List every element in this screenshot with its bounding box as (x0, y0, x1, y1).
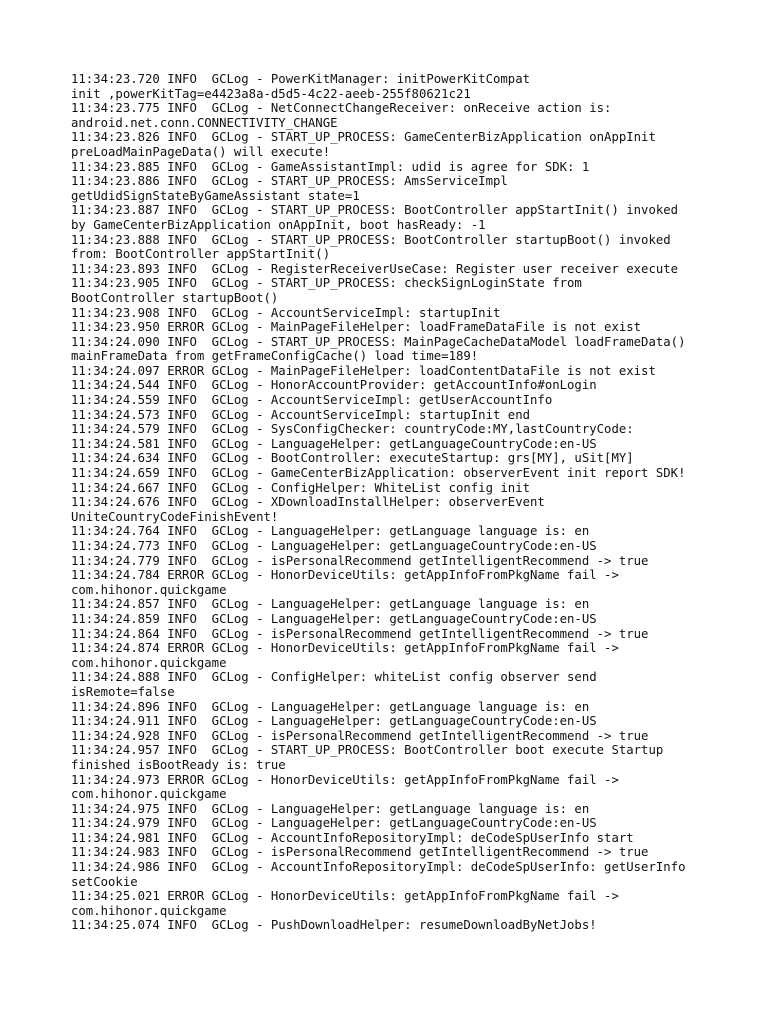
log-line: 11:34:23.905 INFO GCLog - START_UP_PROCESS: checkSignLoginState from (71, 276, 582, 291)
log-line: 11:34:24.975 INFO GCLog - LanguageHelper: getLanguage language is: en (71, 801, 590, 816)
log-line: 11:34:24.981 INFO GCLog - AccountInfoRepositoryImpl: deCodeSpUserInfo start (71, 830, 634, 845)
log-line: 11:34:24.973 ERROR GCLog - HonorDeviceUtils: getAppInfoFromPkgName fail -> (71, 772, 619, 787)
log-line: android.net.conn.CONNECTIVITY_CHANGE (71, 115, 338, 130)
log-line: 11:34:24.581 INFO GCLog - LanguageHelper: getLanguageCountryCode:en-US (71, 436, 597, 451)
log-line: init ,powerKitTag=e4423a8a-d5d5-4c22-aeeb-255f80621c21 (71, 86, 471, 101)
log-line: 11:34:24.864 INFO GCLog - isPersonalRecommend getIntelligentRecommend -> true (71, 626, 649, 641)
log-line: 11:34:24.857 INFO GCLog - LanguageHelper: getLanguage language is: en (71, 597, 590, 612)
log-line: getUdidSignStateByGameAssistant state=1 (71, 188, 360, 203)
log-line: 11:34:24.097 ERROR GCLog - MainPageFileHelper: loadContentDataFile is not exist (71, 363, 656, 378)
log-line: 11:34:25.021 ERROR GCLog - HonorDeviceUtils: getAppInfoFromPkgName fail -> (71, 889, 619, 904)
log-line: 11:34:24.979 INFO GCLog - LanguageHelper: getLanguageCountryCode:en-US (71, 816, 597, 831)
log-line: 11:34:23.826 INFO GCLog - START_UP_PROCESS: GameCenterBizApplication onAppInit (71, 130, 656, 145)
log-line: isRemote=false (71, 684, 175, 699)
log-line: 11:34:24.559 INFO GCLog - AccountServiceImpl: getUserAccountInfo (71, 393, 553, 408)
log-line: com.hihonor.quickgame (71, 787, 227, 802)
log-line: 11:34:24.859 INFO GCLog - LanguageHelper: getLanguageCountryCode:en-US (71, 611, 597, 626)
log-line: 11:34:23.888 INFO GCLog - START_UP_PROCESS: BootController startupBoot() invoked (71, 232, 671, 247)
log-line: finished isBootReady is: true (71, 757, 286, 772)
log-line: 11:34:23.950 ERROR GCLog - MainPageFileHelper: loadFrameDataFile is not exist (71, 320, 642, 335)
log-line: 11:34:24.784 ERROR GCLog - HonorDeviceUtils: getAppInfoFromPkgName fail -> (71, 568, 619, 583)
log-line: 11:34:24.928 INFO GCLog - isPersonalRecommend getIntelligentRecommend -> true (71, 728, 649, 743)
log-line: 11:34:24.957 INFO GCLog - START_UP_PROCESS: BootController boot execute Startup (71, 743, 664, 758)
log-line: com.hihonor.quickgame (71, 582, 227, 597)
log-line: com.hihonor.quickgame (71, 655, 227, 670)
log-line: 11:34:24.779 INFO GCLog - isPersonalRecommend getIntelligentRecommend -> true (71, 553, 649, 568)
log-line: UniteCountryCodeFinishEvent! (71, 509, 279, 524)
log-line: 11:34:24.090 INFO GCLog - START_UP_PROCESS: MainPageCacheDataModel loadFrameData() (71, 334, 686, 349)
log-line: BootController startupBoot() (71, 290, 279, 305)
log-line: 11:34:23.886 INFO GCLog - START_UP_PROCESS: AmsServiceImpl (71, 174, 508, 189)
log-line: 11:34:24.634 INFO GCLog - BootController: executeStartup: grs[MY], uSit[MY] (71, 451, 634, 466)
log-line: 11:34:24.579 INFO GCLog - SysConfigChecker: countryCode:MY,lastCountryCode: (71, 422, 634, 437)
log-line: 11:34:24.659 INFO GCLog - GameCenterBizApplication: observerEvent init report SDK! (71, 466, 686, 481)
log-line: 11:34:23.720 INFO GCLog - PowerKitManager: initPowerKitCompat (71, 72, 531, 86)
log-line: 11:34:23.908 INFO GCLog - AccountServiceImpl: startupInit (71, 305, 501, 320)
log-line: by GameCenterBizApplication onAppInit, boot hasReady: -1 (71, 217, 486, 232)
log-line: mainFrameData from getFrameConfigCache() load time=189! (71, 349, 479, 364)
log-line: 11:34:24.667 INFO GCLog - ConfigHelper: WhiteList config init (71, 480, 531, 495)
log-line: 11:34:24.764 INFO GCLog - LanguageHelper: getLanguage language is: en (71, 524, 590, 539)
log-line: 11:34:24.773 INFO GCLog - LanguageHelper: getLanguageCountryCode:en-US (71, 539, 597, 553)
log-line: 11:34:24.676 INFO GCLog - XDownloadInstallHelper: observerEvent (71, 495, 545, 510)
log-line: 11:34:24.573 INFO GCLog - AccountServiceImpl: startupInit end (71, 407, 531, 422)
log-line: 11:34:23.885 INFO GCLog - GameAssistantImpl: udid is agree for SDK: 1 (71, 159, 590, 174)
log-line: from: BootController appStartInit() (71, 247, 331, 262)
log-line: 11:34:24.544 INFO GCLog - HonorAccountProvider: getAccountInfo#onLogin (71, 378, 597, 393)
log-line: 11:34:23.775 INFO GCLog - NetConnectChangeReceiver: onReceive action is: (71, 101, 612, 116)
log-line: 11:34:24.888 INFO GCLog - ConfigHelper: whiteList config observer send (71, 670, 597, 685)
log-line: 11:34:24.896 INFO GCLog - LanguageHelper: getLanguage language is: en (71, 699, 590, 714)
log-line: setCookie (71, 874, 138, 889)
log-line: 11:34:24.874 ERROR GCLog - HonorDeviceUtils: getAppInfoFromPkgName fail -> (71, 641, 619, 656)
log-document (71, 72, 711, 933)
log-line: preLoadMainPageData() will execute! (71, 144, 331, 159)
log-line: 11:34:24.983 INFO GCLog - isPersonalRecommend getIntelligentRecommend -> true (71, 845, 649, 860)
log-line: 11:34:24.911 INFO GCLog - LanguageHelper: getLanguageCountryCode:en-US (71, 714, 597, 729)
log-line: 11:34:25.074 INFO GCLog - PushDownloadHelper: resumeDownloadByNetJobs! (71, 918, 597, 933)
log-line: 11:34:23.887 INFO GCLog - START_UP_PROCESS: BootController appStartInit() invoked (71, 203, 679, 218)
log-line: 11:34:23.893 INFO GCLog - RegisterReceiverUseCase: Register user receiver execute (71, 261, 679, 276)
log-line: 11:34:24.986 INFO GCLog - AccountInfoRepositoryImpl: deCodeSpUserInfo: getUserInfo (71, 860, 686, 875)
log-line: com.hihonor.quickgame (71, 903, 227, 918)
